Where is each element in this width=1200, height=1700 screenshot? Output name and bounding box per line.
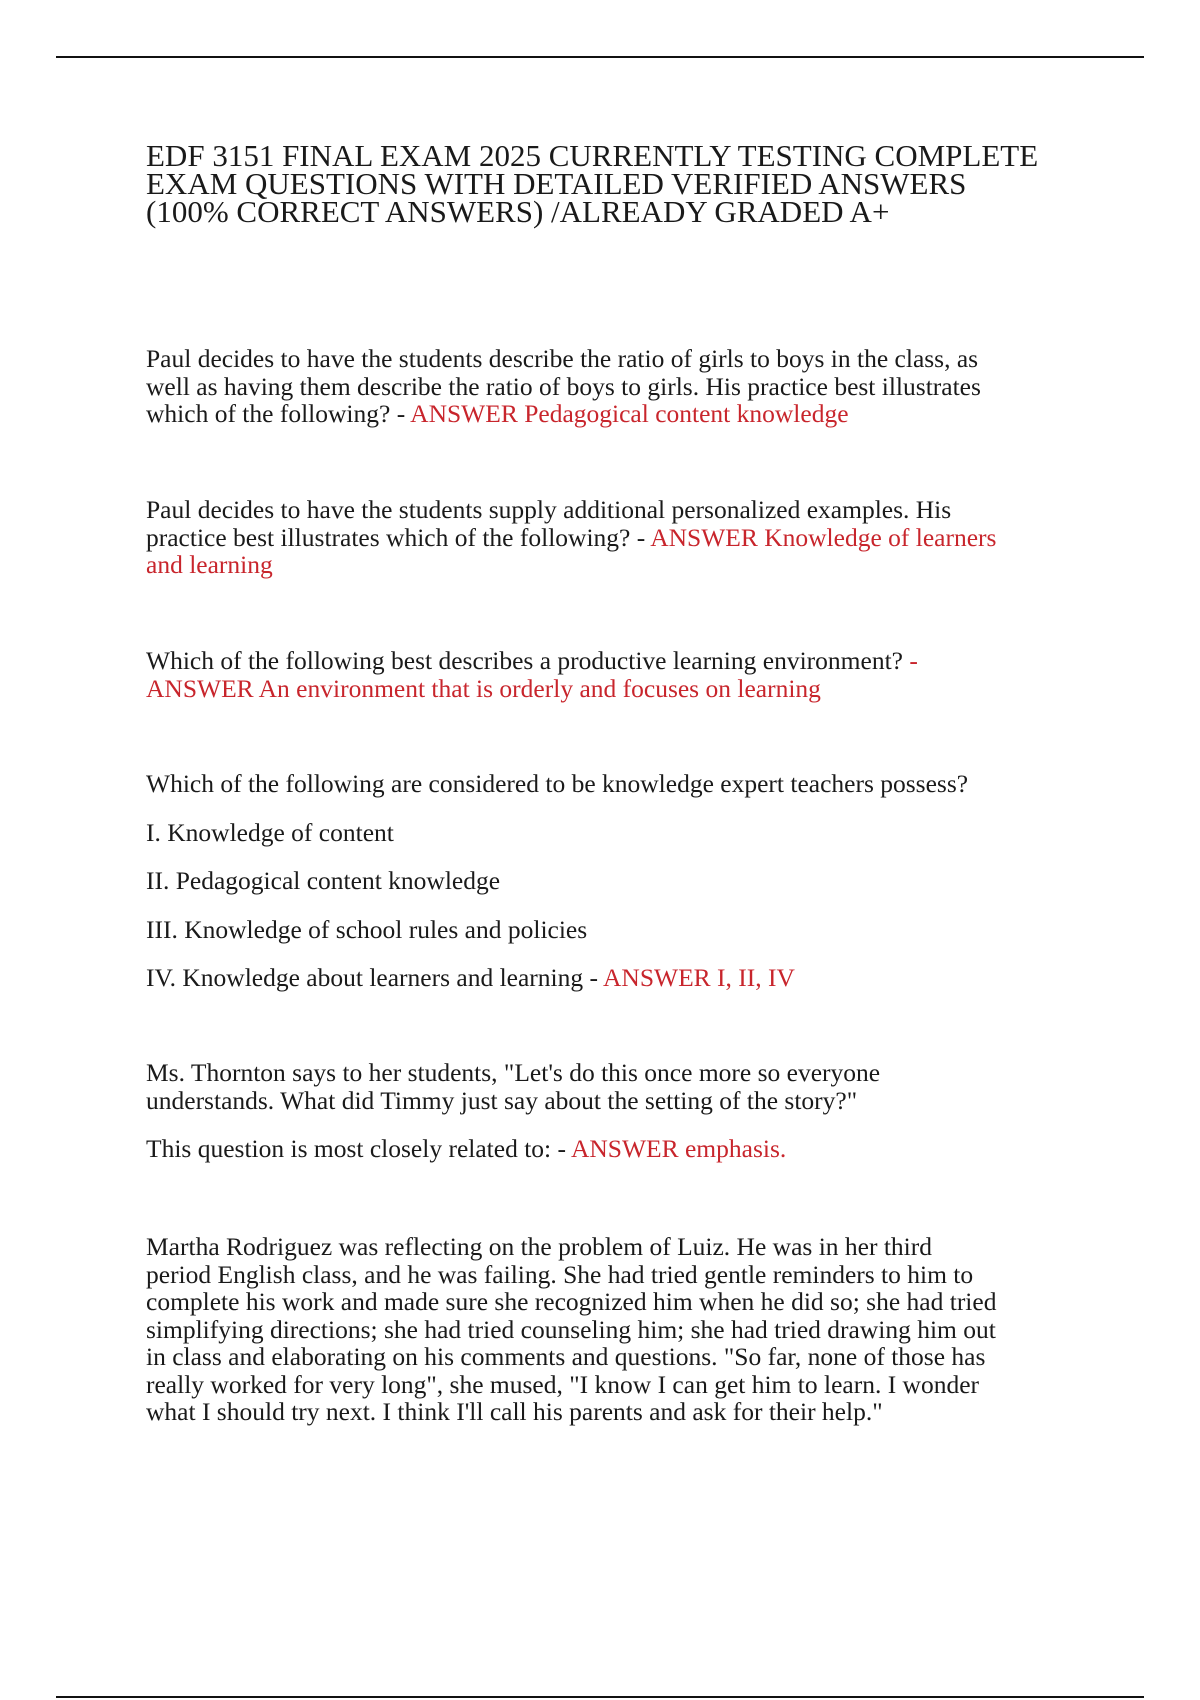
question-block-3 bbox=[146, 647, 1096, 702]
question-text: Which of the following are considered to be knowledge expert teachers possess? bbox=[146, 769, 969, 798]
question-text: Which of the following best describes a productive learning environment? - ANSWER An environment that is orderly and focuses on learning bbox=[146, 646, 918, 703]
top-rule bbox=[56, 56, 1144, 58]
option-item: III. Knowledge of school rules and policies bbox=[146, 914, 588, 944]
answer-text: ANSWER An environment that is orderly and focuses on learning bbox=[146, 673, 821, 703]
question-text: Ms. Thornton says to her students, "Let's do this once more so everyone understands. What did Timmy just say about the setting of the story?" bbox=[146, 1058, 881, 1115]
answer-text: ANSWER Knowledge of learners bbox=[650, 522, 997, 552]
title-line: (100% CORRECT ANSWERS) /ALREADY GRADED A+ bbox=[146, 194, 890, 229]
option-item: II. Pedagogical content knowledge bbox=[146, 866, 501, 895]
answer-text: ANSWER I, II, IV bbox=[602, 963, 795, 992]
answer-text: and learning bbox=[146, 550, 273, 579]
question-block-6 bbox=[146, 1233, 1096, 1426]
title-line: EDF 3151 FINAL EXAM 2025 CURRENTLY TESTING COMPLETE bbox=[146, 138, 1039, 173]
option-item: IV. Knowledge about learners and learning - ANSWER I, II, IV bbox=[146, 963, 795, 992]
answer-dash: - bbox=[909, 646, 918, 675]
question-block-2 bbox=[146, 496, 1096, 579]
question-block-5 bbox=[146, 1059, 1096, 1163]
answer-text: ANSWER emphasis. bbox=[570, 1134, 787, 1163]
title-line: EXAM QUESTIONS WITH DETAILED VERIFIED ANSWERS bbox=[146, 166, 967, 201]
question-text: Paul decides to have the students describe the ratio of girls to boys in the class, as well as having them describe the ratio of boys to girls. His practice best illustrates which of the following? - ANSWER Pedagogical content knowledge bbox=[146, 344, 981, 428]
option-item: I. Knowledge of content bbox=[146, 817, 394, 847]
bottom-rule bbox=[56, 1696, 1144, 1698]
question-block-4 bbox=[146, 770, 1096, 992]
question-block-1 bbox=[146, 345, 1096, 428]
question-prompt: This question is most closely related to: - ANSWER emphasis. bbox=[146, 1134, 787, 1163]
answer-text: ANSWER Pedagogical content knowledge bbox=[410, 399, 849, 428]
question-text: Paul decides to have the students supply additional personalized examples. His practice best illustrates which of the following? - ANSWER Knowledge of learners and learning bbox=[146, 495, 997, 579]
question-text: Martha Rodriguez was reflecting on the problem of Luiz. He was in her third period English class, and he was failing. She had tried gentle reminders to him to complete his work and made sure she recognized him when he did so; she had tried simplifying directions; she had tried counseling him; she had tried drawing him out in class and elaborating on his comments and questions. "So far, none of those has really worked for very long", she mused, "I know I can get him to learn. I wonder what I should try next. I think I'll call his parents and ask for their help." bbox=[146, 1232, 997, 1426]
document-title bbox=[146, 138, 1106, 229]
